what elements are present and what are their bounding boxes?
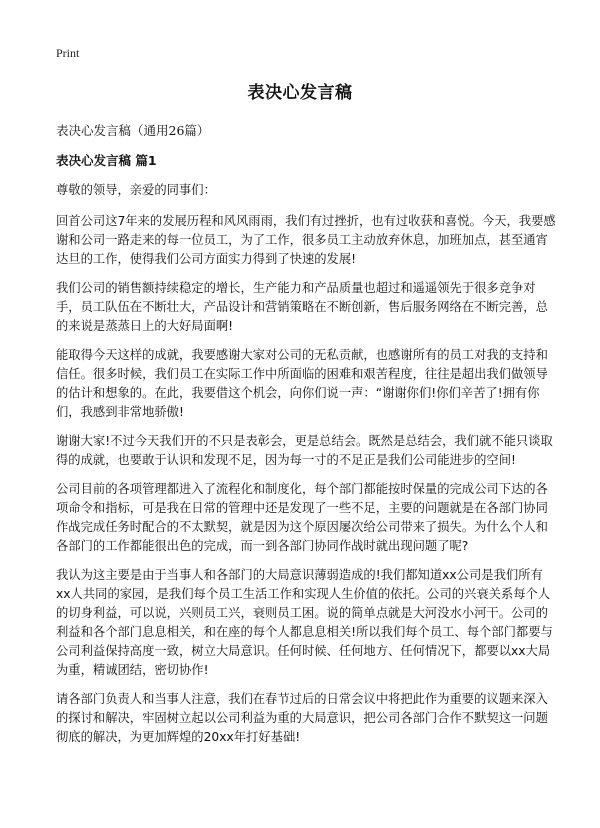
paragraph-4: 谢谢大家!不过今天我们开的不只是表彰会，更是总结会。既然是总结会，我们就不能只谈取得的成就，也要敢于认识和发现不足，因为每一寸的不足正是我们公司能进步的空间!	[56, 434, 553, 467]
article-body	[56, 181, 556, 757]
paragraph-2: 我们公司的销售额持续稳定的增长，生产能力和产品质量也超过和遥遥领先于很多竞争对手，员工队伍在不断壮大，产品设计和营销策略在不断创新，售后服务网络在不断完善，总的来说是蒸蒸日上的大好局面啊!	[56, 281, 548, 333]
paragraph-7: 请各部门负责人和当事人注意，我们在春节过后的日常会议中将把此作为重要的议题来深入的探讨和解决，牢固树立起以公司利益为重的大局意识，把公司各部门合作不默契这一问题彻底的解决，为更加辉煌的20xx年打好基础!	[56, 692, 548, 744]
greeting: 尊敬的领导，亲爱的同事们：	[56, 183, 216, 197]
paragraph-3: 能取得今天这样的成就，我要感谢大家对公司的无私贡献，也感谢所有的员工对我的支持和信任。很多时候，我们员工在实际工作中所面临的困难和艰苦程度，往往是超出我们做领导的估计和想象的。在此，我要借这个机会，向你们说一声：“谢谢你们!你们辛苦了!拥有你们，我感到非常地骄傲!	[56, 348, 548, 419]
paragraph-6: 我认为这主要是由于当事人和各部门的大局意识薄弱造成的!我们都知道xx公司是我们所有xx人共同的家园，是我们每个员工生活工作和实现人生价值的依托。公司的兴衰关系每个人的切身利益，可以说，兴则员工兴，衰则员工困。说的简单点就是大河没水小河干。公司的利益和各个部门息息相关，和在座的每个人都息息相关!所以我们每个员工、每个部门都要与公司利益保持高度一致，树立大局意识。任何时候、任何地方、任何情况下，都要以xx大局为重，精诚团结，密切协作!	[56, 568, 553, 677]
document-title: 表决心发言稿	[247, 83, 353, 103]
paragraph-5: 公司目前的各项管理都进入了流程化和制度化，每个部门都能按时保量的完成公司下达的各项命令和指标，可是我在日常的管理中还是发现了一些不足，主要的问题就是在各部门协同作战完成任务时配合的不太默契，就是因为这个原因屡次给公司带来了损失。为什么个人和各部门的工作都能很出色的完成，而一到各部门协同作战时就出现问题了呢?	[56, 482, 548, 553]
article-heading: 表决心发言稿 篇1	[56, 153, 157, 168]
print-link[interactable]: Print	[56, 46, 80, 60]
paragraph-1: 回首公司这7年来的发展历程和风风雨雨，我们有过挫折，也有过收获和喜悦。今天，我要感谢和公司一路走来的每一位员工，为了工作，很多员工主动放弃休息，加班加点，甚至通宵达旦的工作，使得我们公司方面实力得到了快速的发展!	[56, 214, 556, 266]
document-subtitle: 表决心发言稿（通用26篇）	[56, 123, 210, 138]
